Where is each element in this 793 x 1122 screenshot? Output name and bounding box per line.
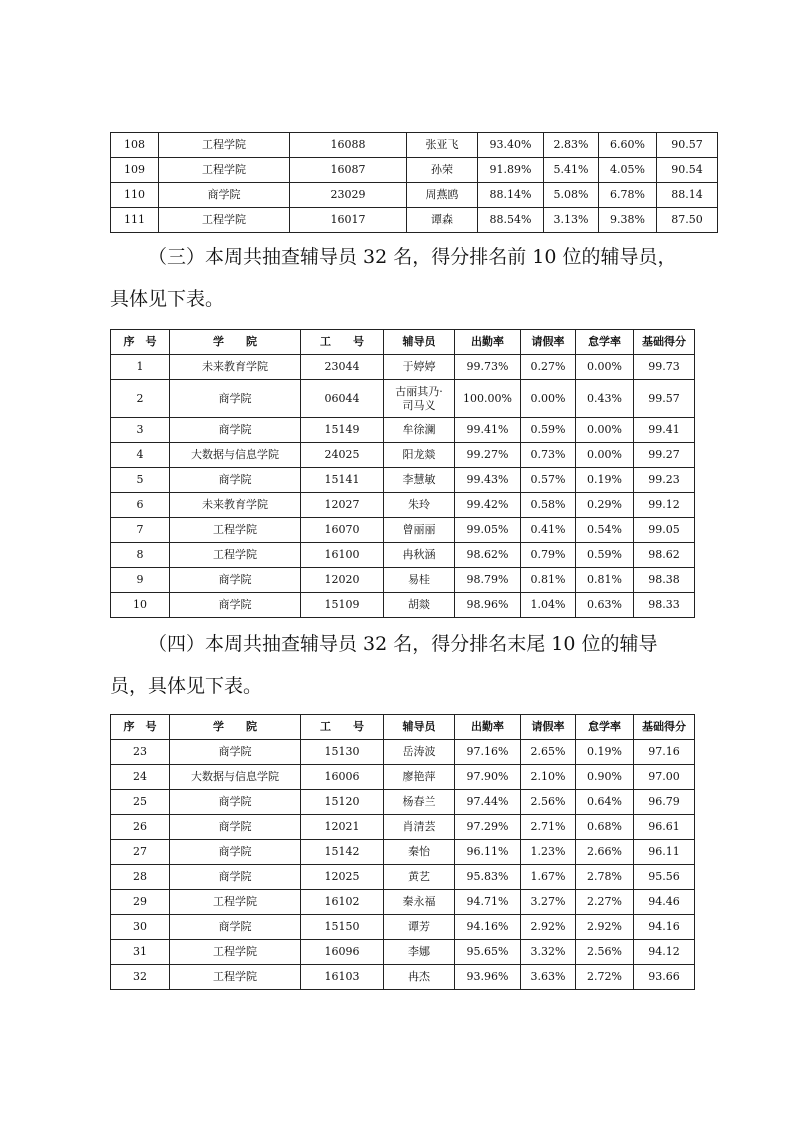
cell-truancy-rate: 0.29% [576, 493, 634, 518]
table-row [111, 940, 695, 965]
cell-counselor: 黄艺 [384, 865, 455, 890]
cell-attendance: 91.89% [478, 158, 544, 183]
table-row [111, 380, 695, 418]
cell-staff-id: 23044 [301, 355, 384, 380]
cell-attendance: 97.90% [455, 765, 521, 790]
header-index: 序 号 [111, 330, 170, 355]
cell-college: 商学院 [170, 840, 301, 865]
cell-college: 商学院 [170, 418, 301, 443]
cell-staff-id: 15141 [301, 468, 384, 493]
cell-attendance: 97.44% [455, 790, 521, 815]
table-row [111, 208, 718, 233]
cell-attendance: 94.71% [455, 890, 521, 915]
cell-truancy-rate: 0.19% [576, 740, 634, 765]
cell-base-score: 99.27 [634, 443, 695, 468]
section-3-line-2: 具体见下表。 [110, 288, 225, 310]
cell-college: 商学院 [170, 593, 301, 618]
cell-truancy-rate: 2.92% [576, 915, 634, 940]
cell-base-score: 96.61 [634, 815, 695, 840]
cell-truancy-rate: 2.72% [576, 965, 634, 990]
cell-leave-rate: 0.27% [521, 355, 576, 380]
table-row [111, 765, 695, 790]
table-continued [110, 132, 718, 233]
section-4-line-2: 员，具体见下表。 [110, 675, 263, 697]
cell-attendance: 99.43% [455, 468, 521, 493]
table-row [111, 815, 695, 840]
table3-header-row [111, 715, 695, 740]
cell-leave-rate: 0.59% [521, 418, 576, 443]
cell-index: 2 [111, 380, 170, 418]
cell-leave-rate: 3.13% [544, 208, 599, 233]
cell-attendance: 97.16% [455, 740, 521, 765]
table-row [111, 593, 695, 618]
cell-staff-id: 15150 [301, 915, 384, 940]
cell-leave-rate: 0.58% [521, 493, 576, 518]
cell-index: 26 [111, 815, 170, 840]
cell-truancy-rate: 0.68% [576, 815, 634, 840]
cell-college: 工程学院 [159, 208, 290, 233]
cell-leave-rate: 2.71% [521, 815, 576, 840]
cell-base-score: 98.38 [634, 568, 695, 593]
table-row [111, 965, 695, 990]
cell-leave-rate: 5.41% [544, 158, 599, 183]
cell-truancy-rate: 2.27% [576, 890, 634, 915]
cell-index: 109 [111, 158, 159, 183]
cell-attendance: 93.96% [455, 965, 521, 990]
cell-base-score: 90.54 [657, 158, 718, 183]
cell-staff-id: 15149 [301, 418, 384, 443]
cell-counselor: 冉秋涵 [384, 543, 455, 568]
cell-index: 27 [111, 840, 170, 865]
cell-staff-id: 12020 [301, 568, 384, 593]
cell-index: 110 [111, 183, 159, 208]
cell-base-score: 96.79 [634, 790, 695, 815]
cell-counselor: 秦怡 [384, 840, 455, 865]
cell-staff-id: 15109 [301, 593, 384, 618]
cell-staff-id: 16100 [301, 543, 384, 568]
section-4-line-1: （四）本周共抽查辅导员 32 名，得分排名末尾 10 位的辅导 [148, 633, 658, 655]
cell-truancy-rate: 0.81% [576, 568, 634, 593]
cell-college: 工程学院 [170, 965, 301, 990]
cell-staff-id: 16103 [301, 965, 384, 990]
cell-college: 大数据与信息学院 [170, 765, 301, 790]
table-row [111, 443, 695, 468]
cell-attendance: 100.00% [455, 380, 521, 418]
cell-college: 工程学院 [159, 158, 290, 183]
cell-leave-rate: 2.65% [521, 740, 576, 765]
cell-truancy-rate: 2.78% [576, 865, 634, 890]
cell-counselor: 李娜 [384, 940, 455, 965]
cell-base-score: 99.23 [634, 468, 695, 493]
cell-college: 工程学院 [170, 940, 301, 965]
table-row [111, 840, 695, 865]
cell-truancy-rate: 6.78% [599, 183, 657, 208]
cell-college: 大数据与信息学院 [170, 443, 301, 468]
cell-truancy-rate: 6.60% [599, 133, 657, 158]
cell-staff-id: 23029 [290, 183, 407, 208]
cell-counselor: 秦永福 [384, 890, 455, 915]
cell-attendance: 97.29% [455, 815, 521, 840]
cell-leave-rate: 2.56% [521, 790, 576, 815]
cell-leave-rate: 0.00% [521, 380, 576, 418]
cell-counselor: 岳涛波 [384, 740, 455, 765]
cell-index: 24 [111, 765, 170, 790]
cell-staff-id: 06044 [301, 380, 384, 418]
cell-staff-id: 16070 [301, 518, 384, 543]
cell-counselor: 张亚飞 [407, 133, 478, 158]
cell-truancy-rate: 0.00% [576, 443, 634, 468]
cell-truancy-rate: 0.90% [576, 765, 634, 790]
cell-college: 工程学院 [170, 890, 301, 915]
cell-truancy-rate: 0.64% [576, 790, 634, 815]
cell-staff-id: 15130 [301, 740, 384, 765]
cell-counselor: 阳龙燚 [384, 443, 455, 468]
cell-staff-id: 15120 [301, 790, 384, 815]
table-row [111, 355, 695, 380]
cell-staff-id: 16017 [290, 208, 407, 233]
table3-body [111, 740, 695, 990]
cell-college: 未来教育学院 [170, 493, 301, 518]
cell-base-score: 98.62 [634, 543, 695, 568]
header-truancy-rate: 怠学率 [576, 330, 634, 355]
cell-index: 3 [111, 418, 170, 443]
cell-index: 31 [111, 940, 170, 965]
cell-index: 8 [111, 543, 170, 568]
cell-attendance: 98.96% [455, 593, 521, 618]
cell-counselor: 胡燚 [384, 593, 455, 618]
cell-leave-rate: 3.27% [521, 890, 576, 915]
cell-index: 32 [111, 965, 170, 990]
table2-header-row [111, 330, 695, 355]
cell-attendance: 95.83% [455, 865, 521, 890]
cell-leave-rate: 0.81% [521, 568, 576, 593]
cell-staff-id: 12027 [301, 493, 384, 518]
cell-truancy-rate: 4.05% [599, 158, 657, 183]
table2-body [111, 355, 695, 618]
table-row [111, 568, 695, 593]
cell-leave-rate: 0.79% [521, 543, 576, 568]
table-row [111, 865, 695, 890]
cell-truancy-rate: 0.59% [576, 543, 634, 568]
cell-counselor: 廖艳萍 [384, 765, 455, 790]
cell-index: 30 [111, 915, 170, 940]
cell-base-score: 99.73 [634, 355, 695, 380]
cell-index: 23 [111, 740, 170, 765]
header-base-score: 基础得分 [634, 330, 695, 355]
section-4-paragraph-cont [110, 668, 700, 704]
cell-leave-rate: 2.92% [521, 915, 576, 940]
header-index: 序 号 [111, 715, 170, 740]
cell-index: 7 [111, 518, 170, 543]
cell-index: 10 [111, 593, 170, 618]
cell-leave-rate: 2.83% [544, 133, 599, 158]
cell-college: 商学院 [170, 740, 301, 765]
cell-leave-rate: 2.10% [521, 765, 576, 790]
cell-truancy-rate: 0.43% [576, 380, 634, 418]
cell-staff-id: 12021 [301, 815, 384, 840]
cell-attendance: 99.27% [455, 443, 521, 468]
cell-staff-id: 16096 [301, 940, 384, 965]
cell-college: 商学院 [170, 468, 301, 493]
cell-index: 28 [111, 865, 170, 890]
cell-counselor: 李慧敏 [384, 468, 455, 493]
cell-index: 9 [111, 568, 170, 593]
cell-base-score: 87.50 [657, 208, 718, 233]
cell-attendance: 99.41% [455, 418, 521, 443]
cell-leave-rate: 0.73% [521, 443, 576, 468]
table-row [111, 543, 695, 568]
table-row [111, 890, 695, 915]
cell-base-score: 95.56 [634, 865, 695, 890]
cell-college: 商学院 [159, 183, 290, 208]
header-college: 学 院 [170, 330, 301, 355]
cell-attendance: 99.05% [455, 518, 521, 543]
cell-base-score: 97.00 [634, 765, 695, 790]
cell-counselor: 谭森 [407, 208, 478, 233]
cell-leave-rate: 1.04% [521, 593, 576, 618]
cell-counselor: 朱玲 [384, 493, 455, 518]
cell-counselor: 孙荣 [407, 158, 478, 183]
cell-leave-rate: 0.41% [521, 518, 576, 543]
cell-attendance: 94.16% [455, 915, 521, 940]
cell-base-score: 99.12 [634, 493, 695, 518]
cell-base-score: 96.11 [634, 840, 695, 865]
cell-staff-id: 15142 [301, 840, 384, 865]
cell-base-score: 94.16 [634, 915, 695, 940]
cell-truancy-rate: 0.00% [576, 418, 634, 443]
cell-truancy-rate: 2.66% [576, 840, 634, 865]
header-staff-id: 工 号 [301, 330, 384, 355]
header-attendance: 出勤率 [455, 330, 521, 355]
header-staff-id: 工 号 [301, 715, 384, 740]
cell-counselor: 冉杰 [384, 965, 455, 990]
cell-index: 1 [111, 355, 170, 380]
cell-college: 工程学院 [170, 543, 301, 568]
cell-attendance: 96.11% [455, 840, 521, 865]
header-counselor: 辅导员 [384, 330, 455, 355]
cell-counselor: 于婷婷 [384, 355, 455, 380]
cell-base-score: 99.57 [634, 380, 695, 418]
table-row [111, 493, 695, 518]
cell-counselor: 杨春兰 [384, 790, 455, 815]
cell-college: 商学院 [170, 815, 301, 840]
section-3-line-1: （三）本周共抽查辅导员 32 名，得分排名前 10 位的辅导员， [148, 246, 677, 268]
cell-attendance: 98.62% [455, 543, 521, 568]
header-college: 学 院 [170, 715, 301, 740]
cell-counselor: 谭芳 [384, 915, 455, 940]
cell-leave-rate: 3.63% [521, 965, 576, 990]
table-row [111, 790, 695, 815]
cell-attendance: 98.79% [455, 568, 521, 593]
cell-college: 未来教育学院 [170, 355, 301, 380]
header-leave-rate: 请假率 [521, 715, 576, 740]
cell-base-score: 88.14 [657, 183, 718, 208]
header-truancy-rate: 怠学率 [576, 715, 634, 740]
header-base-score: 基础得分 [634, 715, 695, 740]
table-row [111, 915, 695, 940]
cell-index: 5 [111, 468, 170, 493]
cell-base-score: 99.05 [634, 518, 695, 543]
cell-counselor: 肖清芸 [384, 815, 455, 840]
cell-staff-id: 16102 [301, 890, 384, 915]
cell-college: 商学院 [170, 865, 301, 890]
cell-base-score: 98.33 [634, 593, 695, 618]
cell-counselor: 古丽其乃·司马义 [384, 380, 455, 418]
cell-college: 商学院 [170, 568, 301, 593]
cell-index: 6 [111, 493, 170, 518]
cell-staff-id: 16006 [301, 765, 384, 790]
cell-truancy-rate: 2.56% [576, 940, 634, 965]
table-row [111, 158, 718, 183]
table-row [111, 518, 695, 543]
table-row [111, 133, 718, 158]
cell-base-score: 94.12 [634, 940, 695, 965]
header-leave-rate: 请假率 [521, 330, 576, 355]
cell-leave-rate: 5.08% [544, 183, 599, 208]
cell-index: 29 [111, 890, 170, 915]
table1-body [111, 133, 718, 233]
cell-staff-id: 16088 [290, 133, 407, 158]
cell-staff-id: 24025 [301, 443, 384, 468]
cell-index: 108 [111, 133, 159, 158]
cell-staff-id: 16087 [290, 158, 407, 183]
cell-base-score: 94.46 [634, 890, 695, 915]
cell-attendance: 88.14% [478, 183, 544, 208]
table-row [111, 740, 695, 765]
cell-leave-rate: 1.23% [521, 840, 576, 865]
cell-college: 工程学院 [170, 518, 301, 543]
cell-index: 4 [111, 443, 170, 468]
cell-leave-rate: 0.57% [521, 468, 576, 493]
cell-counselor: 易桂 [384, 568, 455, 593]
cell-leave-rate: 3.32% [521, 940, 576, 965]
cell-truancy-rate: 0.00% [576, 355, 634, 380]
cell-base-score: 99.41 [634, 418, 695, 443]
cell-counselor: 周燕鸥 [407, 183, 478, 208]
cell-truancy-rate: 9.38% [599, 208, 657, 233]
section-4-paragraph [148, 626, 738, 662]
cell-index: 111 [111, 208, 159, 233]
table-row [111, 468, 695, 493]
cell-attendance: 93.40% [478, 133, 544, 158]
cell-leave-rate: 1.67% [521, 865, 576, 890]
header-counselor: 辅导员 [384, 715, 455, 740]
cell-counselor: 曾丽丽 [384, 518, 455, 543]
cell-truancy-rate: 0.54% [576, 518, 634, 543]
cell-attendance: 99.73% [455, 355, 521, 380]
header-attendance: 出勤率 [455, 715, 521, 740]
cell-truancy-rate: 0.19% [576, 468, 634, 493]
cell-college: 商学院 [170, 380, 301, 418]
section-3-paragraph [148, 239, 738, 275]
cell-attendance: 95.65% [455, 940, 521, 965]
section-3-paragraph-cont [110, 281, 700, 317]
cell-truancy-rate: 0.63% [576, 593, 634, 618]
cell-base-score: 90.57 [657, 133, 718, 158]
table-bottom-10 [110, 714, 695, 990]
cell-college: 商学院 [170, 790, 301, 815]
cell-college: 工程学院 [159, 133, 290, 158]
table-row [111, 183, 718, 208]
cell-base-score: 93.66 [634, 965, 695, 990]
cell-college: 商学院 [170, 915, 301, 940]
table-top-10 [110, 329, 695, 618]
cell-staff-id: 12025 [301, 865, 384, 890]
cell-index: 25 [111, 790, 170, 815]
cell-attendance: 99.42% [455, 493, 521, 518]
cell-attendance: 88.54% [478, 208, 544, 233]
cell-counselor: 牟徐澜 [384, 418, 455, 443]
cell-base-score: 97.16 [634, 740, 695, 765]
table-row [111, 418, 695, 443]
